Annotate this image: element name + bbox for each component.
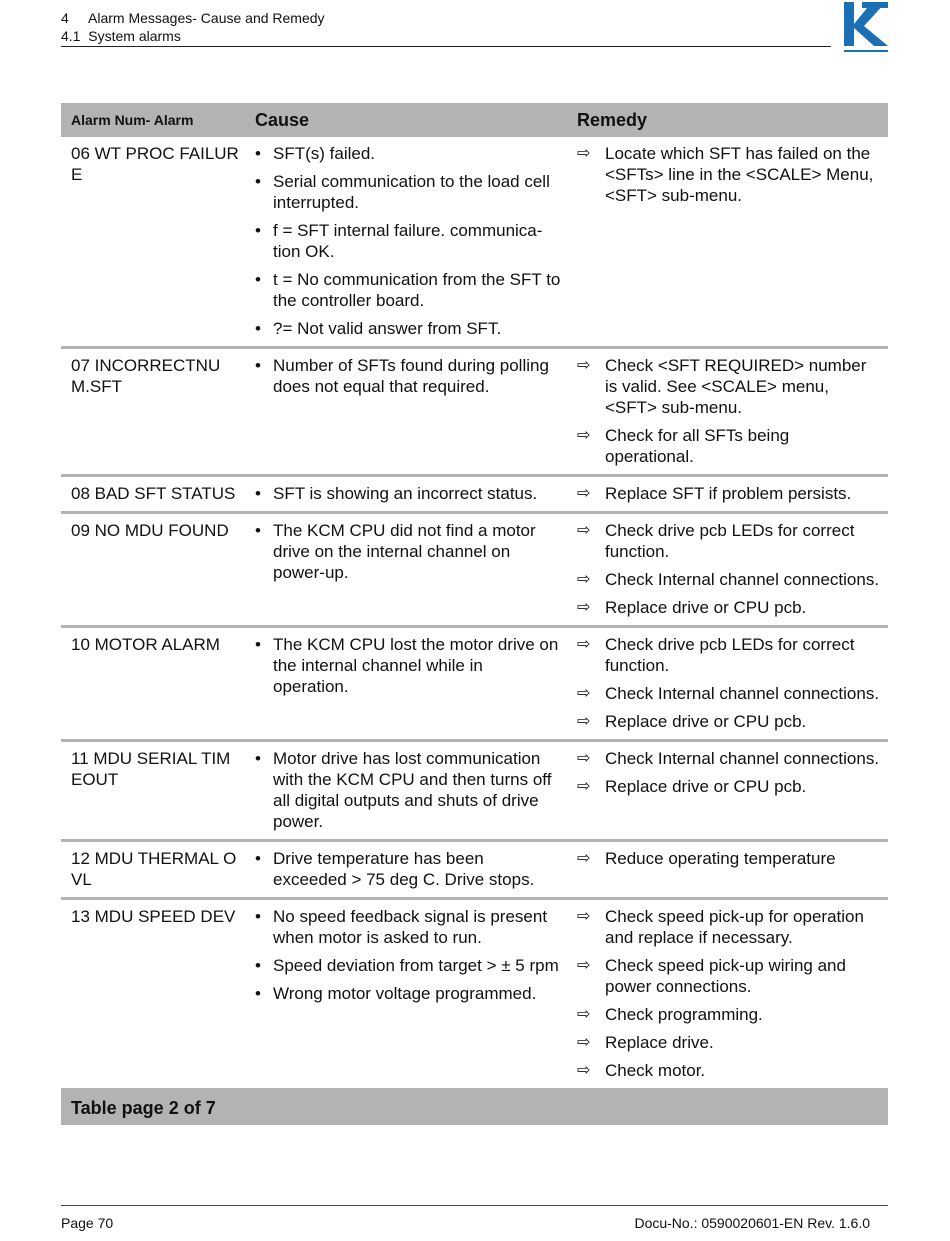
section-heading: 4.1 System alarms <box>61 28 181 44</box>
chapter-heading: 4 Alarm Messages- Cause and Remedy <box>61 10 325 26</box>
table-row <box>61 349 888 477</box>
company-logo <box>842 0 890 56</box>
cause-item-text: The KCM CPU lost the motor drive on the internal channel while in operation. <box>273 635 559 696</box>
alarm-cell: 11 MDU SERIAL TIMEOUT <box>71 749 231 789</box>
bullet-icon: • <box>255 635 261 654</box>
cause-cell <box>245 628 567 739</box>
alarm-table <box>61 103 888 1125</box>
cause-item-text: t = No communication from the SFT to the controller board. <box>273 270 561 310</box>
header-rule <box>61 46 831 47</box>
col-header-cause: Cause <box>255 109 310 130</box>
bullet-icon: • <box>255 270 261 289</box>
remedy-item <box>577 906 888 948</box>
cause-item <box>255 483 567 504</box>
bullet-icon: • <box>255 484 261 503</box>
bullet-icon: • <box>255 984 261 1003</box>
cause-item <box>255 634 567 697</box>
cause-item <box>255 269 567 311</box>
cause-item <box>255 906 567 948</box>
remedy-item-text: Check for all SFTs being operational. <box>605 426 790 466</box>
remedy-item-text: Replace drive or CPU pcb. <box>605 598 807 617</box>
remedy-item-text: Check motor. <box>605 1061 706 1080</box>
table-row <box>61 514 888 628</box>
arrow-icon: ⇨ <box>577 427 591 444</box>
remedy-item <box>577 425 888 467</box>
remedy-item-text: Replace drive or CPU pcb. <box>605 712 807 731</box>
alarm-cell: 07 INCORRECTNUM.SFT <box>71 356 221 396</box>
cause-item-text: SFT is showing an incorrect status. <box>273 484 538 503</box>
arrow-icon: ⇨ <box>577 571 591 588</box>
remedy-item-text: Reduce operating temperature <box>605 849 836 868</box>
cause-item-text: The KCM CPU did not find a motor drive on the internal channel on power-up. <box>273 521 536 582</box>
remedy-item <box>577 1060 888 1081</box>
cause-item-text: f = SFT internal failure. communica-tion OK. <box>273 221 543 261</box>
bullet-icon: • <box>255 319 261 338</box>
cause-item-text: Drive temperature has been exceeded > 75 deg C. Drive stops. <box>273 849 535 889</box>
remedy-item <box>577 1004 888 1025</box>
arrow-icon: ⇨ <box>577 1034 591 1051</box>
cause-item-text: Serial communication to the load cell interrupted. <box>273 172 550 212</box>
remedy-item-text: Check drive pcb LEDs for correct function. <box>605 635 855 675</box>
cause-cell <box>245 514 567 625</box>
table-row <box>61 137 888 349</box>
bullet-icon: • <box>255 849 261 868</box>
arrow-icon: ⇨ <box>577 778 591 795</box>
document-number: Docu-No.: 0590020601-EN Rev. 1.6.0 <box>634 1215 870 1231</box>
cause-cell <box>245 900 567 1088</box>
arrow-icon: ⇨ <box>577 713 591 730</box>
cause-item <box>255 143 567 164</box>
table-row <box>61 842 888 900</box>
col-header-alarm: Alarm Num- Alarm <box>71 112 194 128</box>
remedy-item-text: Locate which SFT has failed on the <SFTs> line in the <SCALE> Menu, <SFT> sub-menu. <box>605 144 874 205</box>
table-row <box>61 900 888 1091</box>
page-number: Page 70 <box>61 1215 114 1231</box>
cause-item-text: Motor drive has lost communication with the KCM CPU and then turns off all digital outputs and shuts of drive power. <box>273 749 552 831</box>
table-row <box>61 628 888 742</box>
arrow-icon: ⇨ <box>577 357 591 374</box>
cause-cell <box>245 137 567 346</box>
cause-cell <box>245 842 567 897</box>
cause-item-text: SFT(s) failed. <box>273 144 376 163</box>
remedy-item <box>577 597 888 618</box>
remedy-item-text: Check Internal channel connections. <box>605 570 880 589</box>
remedy-cell <box>567 514 888 625</box>
bullet-icon: • <box>255 172 261 191</box>
cause-item-text: Number of SFTs found during polling does not equal that required. <box>273 356 549 396</box>
alarm-cell: 09 NO MDU FOUND <box>71 521 229 540</box>
arrow-icon: ⇨ <box>577 1006 591 1023</box>
remedy-item <box>577 1032 888 1053</box>
alarm-cell: 12 MDU THERMAL OVL <box>71 849 237 889</box>
bullet-icon: • <box>255 144 261 163</box>
remedy-item <box>577 848 888 869</box>
cause-item <box>255 955 567 976</box>
remedy-item-text: Check drive pcb LEDs for correct function. <box>605 521 855 561</box>
remedy-item-text: Check speed pick-up for operation and replace if necessary. <box>605 907 864 947</box>
cause-item <box>255 220 567 262</box>
remedy-cell <box>567 742 888 839</box>
arrow-icon: ⇨ <box>577 145 591 162</box>
remedy-item <box>577 355 888 418</box>
bullet-icon: • <box>255 521 261 540</box>
cause-cell <box>245 742 567 839</box>
remedy-item <box>577 569 888 590</box>
remedy-cell <box>567 349 888 474</box>
bullet-icon: • <box>255 356 261 375</box>
remedy-item-text: Check <SFT REQUIRED> number is valid. See <SCALE> menu, <SFT> sub-menu. <box>605 356 867 417</box>
cause-item-text: Speed deviation from target > ± 5 rpm <box>273 956 559 975</box>
cause-item-text: ?= Not valid answer from SFT. <box>273 319 502 338</box>
bullet-icon: • <box>255 907 261 926</box>
arrow-icon: ⇨ <box>577 1062 591 1079</box>
remedy-cell <box>567 628 888 739</box>
arrow-icon: ⇨ <box>577 636 591 653</box>
remedy-item <box>577 683 888 704</box>
table-body <box>61 137 888 1091</box>
remedy-cell <box>567 477 888 511</box>
cause-item-text: No speed feedback signal is present when motor is asked to run. <box>273 907 548 947</box>
arrow-icon: ⇨ <box>577 685 591 702</box>
arrow-icon: ⇨ <box>577 908 591 925</box>
cause-item <box>255 848 567 890</box>
alarm-cell: 06 WT PROC FAILURE <box>71 144 239 184</box>
arrow-icon: ⇨ <box>577 750 591 767</box>
remedy-item <box>577 634 888 676</box>
remedy-item-text: Check programming. <box>605 1005 763 1024</box>
cause-item <box>255 171 567 213</box>
remedy-cell <box>567 900 888 1088</box>
arrow-icon: ⇨ <box>577 485 591 502</box>
remedy-item-text: Replace drive. <box>605 1033 714 1052</box>
alarm-cell: 13 MDU SPEED DEV <box>71 907 236 926</box>
table-row <box>61 742 888 842</box>
cause-item <box>255 983 567 1004</box>
table-row <box>61 477 888 514</box>
cause-item <box>255 318 567 339</box>
cause-cell <box>245 477 567 511</box>
remedy-cell <box>567 137 888 346</box>
alarm-cell: 10 MOTOR ALARM <box>71 635 220 654</box>
cause-item <box>255 748 567 832</box>
remedy-item-text: Check Internal channel connections. <box>605 749 880 768</box>
cause-item <box>255 355 567 397</box>
bullet-icon: • <box>255 221 261 240</box>
remedy-item <box>577 776 888 797</box>
remedy-item-text: Replace SFT if problem persists. <box>605 484 852 503</box>
remedy-item <box>577 143 888 206</box>
arrow-icon: ⇨ <box>577 522 591 539</box>
table-page-indicator: Table page 2 of 7 <box>61 1091 888 1125</box>
remedy-item <box>577 955 888 997</box>
remedy-item <box>577 711 888 732</box>
arrow-icon: ⇨ <box>577 599 591 616</box>
alarm-cell: 08 BAD SFT STATUS <box>71 484 236 503</box>
cause-cell <box>245 349 567 474</box>
remedy-item-text: Replace drive or CPU pcb. <box>605 777 807 796</box>
footer-rule <box>61 1205 888 1206</box>
remedy-item-text: Check Internal channel connections. <box>605 684 880 703</box>
table-header <box>61 103 888 137</box>
bullet-icon: • <box>255 749 261 768</box>
cause-item-text: Wrong motor voltage programmed. <box>273 984 537 1003</box>
remedy-item-text: Check speed pick-up wiring and power connections. <box>605 956 846 996</box>
page-header <box>61 9 325 45</box>
remedy-cell <box>567 842 888 897</box>
arrow-icon: ⇨ <box>577 850 591 867</box>
remedy-item <box>577 520 888 562</box>
remedy-item <box>577 748 888 769</box>
arrow-icon: ⇨ <box>577 957 591 974</box>
col-header-remedy: Remedy <box>577 109 648 130</box>
remedy-item <box>577 483 888 504</box>
bullet-icon: • <box>255 956 261 975</box>
cause-item <box>255 520 567 583</box>
